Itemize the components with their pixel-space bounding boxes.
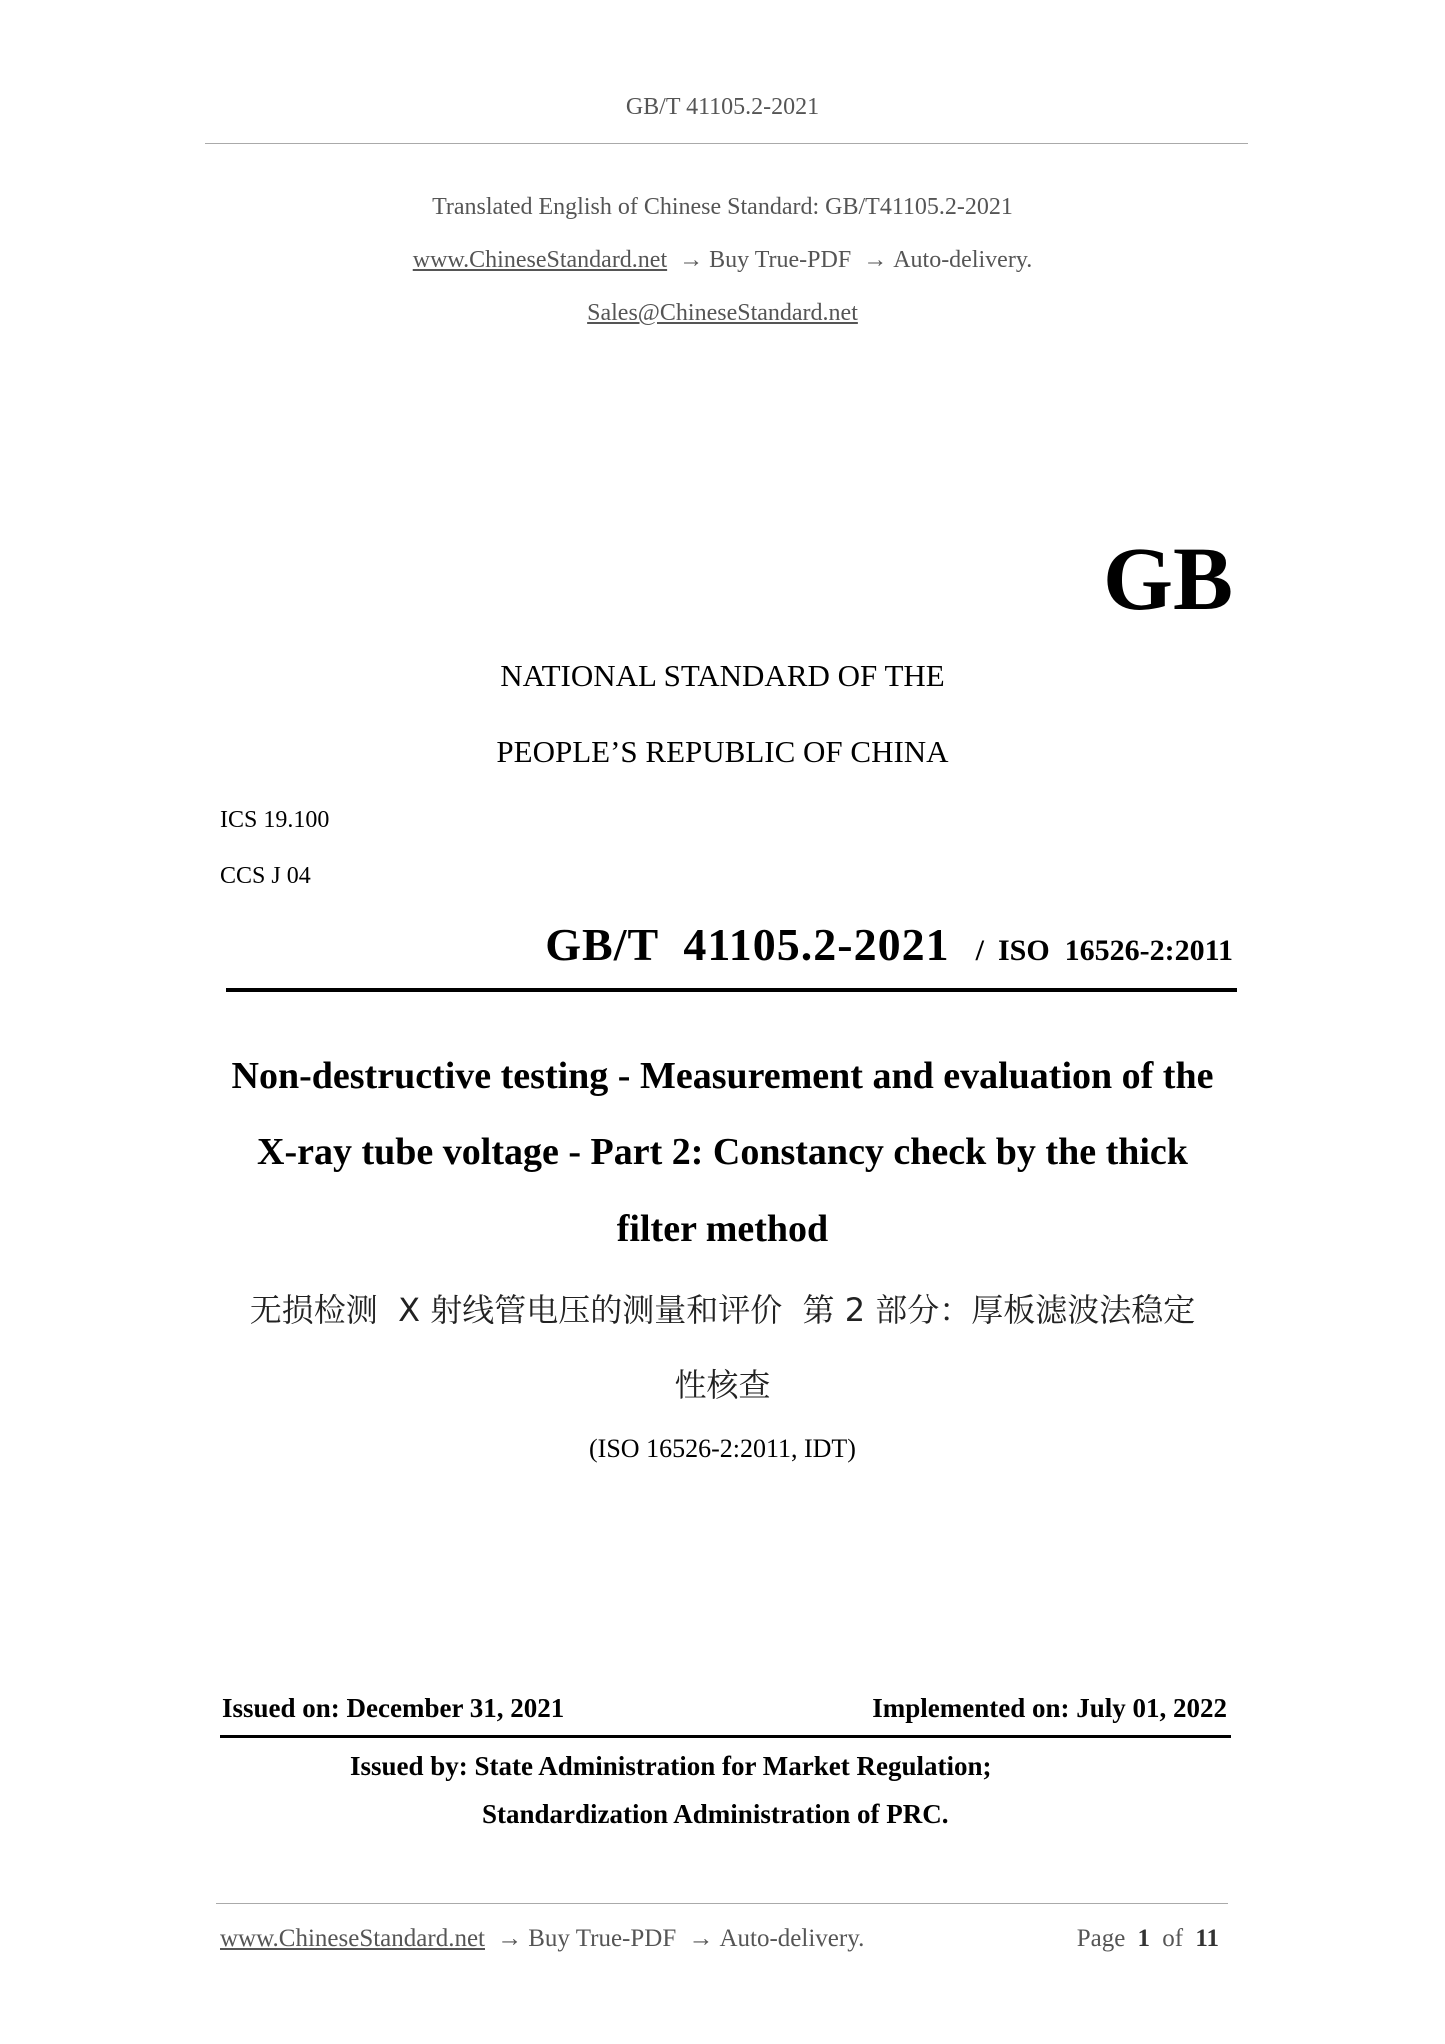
translation-notice-title: Translated English of Chinese Standard: GB/T41105.2-2021 (432, 194, 1013, 220)
standard-separator: / (975, 934, 984, 967)
implemented-on-date: Implemented on: July 01, 2022 (872, 1693, 1227, 1723)
sales-email-link[interactable]: Sales@ChineseStandard.net (587, 300, 858, 326)
chinese-title-line-2: 性核查 (674, 1366, 771, 1404)
page-number: 1 (1137, 1925, 1151, 1952)
issued-on-date: Issued on: December 31, 2021 (222, 1693, 565, 1723)
iso-number: ISO 16526-2:2011 (997, 934, 1233, 967)
english-title-line-3: filter method (616, 1208, 829, 1250)
header-divider (205, 143, 1248, 144)
auto-delivery-text: Auto-delivery. (893, 247, 1033, 273)
page-label: Page (1076, 1925, 1126, 1952)
website-link[interactable]: www.ChineseStandard.net (412, 247, 668, 273)
chinese-title-line-1: 无损检测 X 射线管电压的测量和评价 第 2 部分：厚板滤波法稳定 (249, 1291, 1196, 1329)
standard-number-row (545, 918, 1233, 971)
arrow-right-icon: → (497, 1925, 523, 1952)
footer-links (220, 1925, 864, 1953)
footer-website-link[interactable]: www.ChineseStandard.net (220, 1925, 485, 1952)
translation-notice-email (0, 300, 1445, 327)
ccs-code: CCS J 04 (220, 863, 311, 889)
issued-by-line-2: Standardization Administration of PRC. (482, 1799, 949, 1829)
footer-divider (216, 1903, 1228, 1904)
iso-equivalence: (ISO 16526-2:2011, IDT) (589, 1434, 856, 1463)
dates-rule (220, 1735, 1231, 1738)
of-label: of (1162, 1925, 1184, 1952)
national-standard-line-1: NATIONAL STANDARD OF THE (500, 658, 945, 693)
ics-code: ICS 19.100 (220, 807, 330, 833)
standard-number-rule (226, 988, 1237, 992)
english-title-line-2: X-ray tube voltage - Part 2: Constancy check by the thick (257, 1131, 1188, 1173)
arrow-right-icon: → (863, 247, 888, 273)
footer-buy-text: Buy True-PDF (528, 1925, 677, 1952)
arrow-right-icon: → (679, 247, 704, 273)
issued-by-line-1: Issued by: State Administration for Market Regulation; (350, 1751, 992, 1781)
footer-delivery-text: Auto-delivery. (719, 1925, 865, 1952)
english-title-line-1: Non-destructive testing - Measurement and evaluation of the (231, 1055, 1214, 1097)
national-standard-line-2: PEOPLE’S REPUBLIC OF CHINA (496, 734, 949, 769)
gb-mark: GB (1102, 530, 1233, 629)
buy-true-pdf-text: Buy True-PDF (709, 247, 852, 273)
arrow-right-icon: → (688, 1925, 714, 1952)
translation-notice-links (0, 247, 1445, 274)
page-indicator (1077, 1925, 1225, 1953)
running-header: GB/T 41105.2-2021 (625, 94, 820, 120)
standard-number: GB/T 41105.2-2021 (545, 919, 950, 970)
total-pages: 11 (1195, 1925, 1219, 1952)
